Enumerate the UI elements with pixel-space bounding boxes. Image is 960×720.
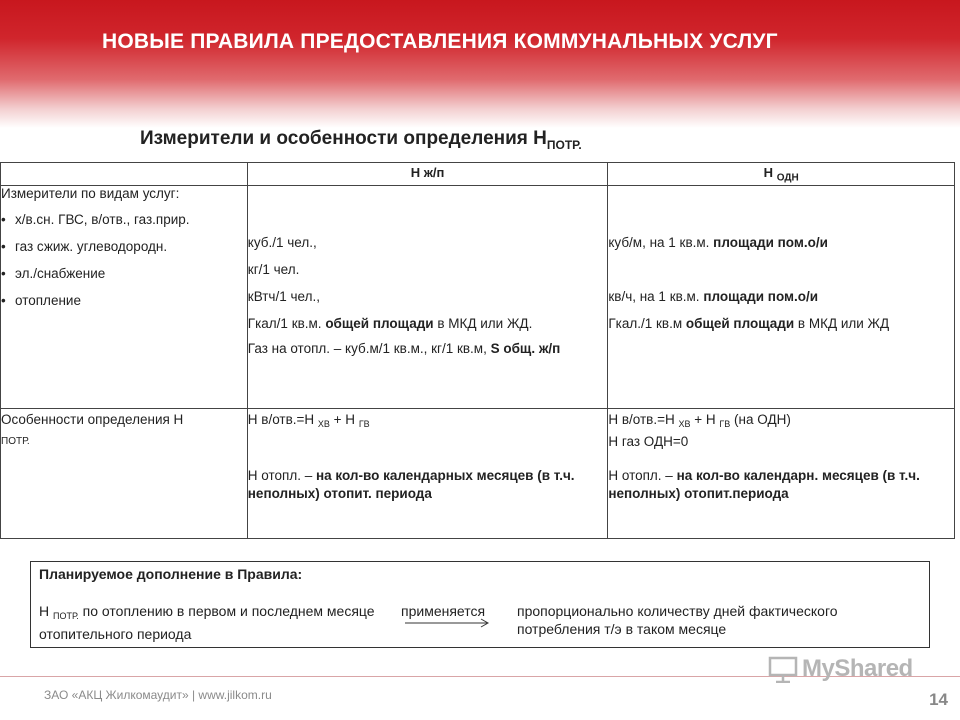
note-title: Планируемое дополнение в Правила: (39, 566, 303, 582)
presentation-icon (768, 655, 798, 683)
zhp-f-a: Н в/отв.=Н (247, 412, 318, 427)
odn-f-a: Н в/отв.=Н (608, 412, 679, 427)
zhp-f-b: + Н (329, 412, 359, 427)
table-header-row (1, 163, 955, 186)
row1-label-cell (1, 186, 248, 409)
row1-zhp-cell (247, 186, 608, 409)
zhp-l4-post: в МКД или ЖД. (433, 316, 533, 331)
list-item: • газ сжиж. углеводородн. (1, 238, 247, 265)
list-item: • х/в.сн. ГВС, в/отв., газ.прир. (1, 211, 247, 238)
odn-l4-bold: общей площади (685, 316, 795, 331)
zhp-line (248, 340, 608, 358)
header-banner (0, 0, 960, 128)
odn-otopl-pre: Н отопл. – (608, 468, 677, 483)
zhp-otopl-bold: на кол-во календарных месяцев (в т.ч. неполных) отопит. периода (247, 468, 575, 501)
odn-line (608, 315, 954, 333)
odn-f-gb: ГВ (719, 419, 731, 429)
header-zhp: Н ж/п (247, 163, 608, 186)
page-number: 14 (929, 690, 948, 709)
odn-l3-bold: площади пом.о/и (703, 289, 819, 304)
odn-f-xb: ХВ (678, 419, 691, 429)
list-item: • отопление (1, 292, 247, 319)
rules-table (0, 162, 955, 539)
zhp-l4-bold: общей площади (325, 316, 434, 331)
odn-line (608, 288, 954, 315)
odn-f-b: + Н (690, 412, 720, 427)
watermark-logo (768, 655, 913, 683)
odn-l1-bold: площади пом.о/и (713, 235, 828, 250)
zhp-formula (248, 411, 608, 433)
subtitle-text: Измерители и особенности определения Н (140, 128, 547, 149)
odn-f-c: (на ОДН) (730, 412, 791, 427)
odn-line (608, 234, 954, 288)
header-odn (608, 163, 955, 186)
page-title: НОВЫЕ ПРАВИЛА ПРЕДОСТАВЛЕНИЯ КОММУНАЛЬНЫХ УСЛУГ (102, 30, 778, 53)
odn-formula (608, 411, 954, 433)
table-row (1, 409, 955, 539)
section-subtitle (140, 128, 582, 152)
row2-label: Особенности определения Н (1, 412, 184, 427)
row2-label-sub: ПОТР. (1, 436, 30, 447)
row2-label-cell (1, 409, 248, 539)
planned-addition-box (30, 561, 930, 648)
odn-l4-pre: Гкал./1 кв.м (608, 316, 686, 331)
header-odn-sub: ОДН (776, 172, 799, 184)
zhp-line (248, 315, 608, 340)
odn-gas: Н газ ОДН=0 (608, 434, 689, 449)
subtitle-sub: ПОТР. (546, 138, 582, 152)
zhp-otopl-pre: Н отопл. – (247, 468, 316, 483)
note-right: пропорционально количеству дней фактического потребления т/э в таком месяце (517, 603, 838, 637)
row1-odn-cell (608, 186, 955, 409)
zhp-line: куб./1 чел., (247, 235, 317, 250)
zhp-f-xb: ХВ (317, 419, 330, 429)
note-left-a: Н (39, 603, 53, 619)
odn-otopl-bold: на кол-во календарн. месяцев (в т.ч. неполных) отопит.периода (608, 468, 920, 501)
note-left-sub: ПОТР. (53, 611, 79, 621)
zhp-otopl (248, 467, 608, 503)
row2-odn-cell (608, 409, 955, 539)
arrow-right-icon (405, 618, 491, 628)
zhp-l5-bold: S общ. ж/п (490, 341, 561, 356)
row1-label: Измерители по видам услуг: (1, 186, 180, 201)
odn-l4-post: в МКД или ЖД (794, 316, 890, 331)
zhp-l4-pre: Гкал/1 кв.м. (247, 316, 326, 331)
header-odn-main: Н (763, 165, 774, 180)
row2-zhp-cell (247, 409, 608, 539)
note-middle: применяется (401, 603, 486, 619)
service-list (1, 211, 247, 319)
odn-l1-pre: куб/м, на 1 кв.м. (608, 235, 714, 250)
odn-otopl (608, 467, 954, 503)
zhp-f-gb: ГВ (358, 419, 370, 429)
note-left-b: по отоплению в первом и последнем месяце отопительного периода (39, 603, 375, 642)
zhp-line: кг/1 чел. (247, 262, 300, 277)
table-row (1, 186, 955, 409)
logo-text: MyShared (802, 655, 913, 682)
zhp-line: кВтч/1 чел., (247, 289, 320, 304)
header-empty (1, 163, 248, 186)
odn-l3-pre: кв/ч, на 1 кв.м. (608, 289, 704, 304)
list-item: • эл./снабжение (1, 265, 247, 292)
zhp-l5-pre: Газ на отопл. – куб.м/1 кв.м., кг/1 кв.м, (247, 341, 491, 356)
footer-company: ЗАО «АКЦ Жилкомаудит» | www.jilkom.ru (44, 688, 272, 702)
note-left (39, 602, 399, 643)
